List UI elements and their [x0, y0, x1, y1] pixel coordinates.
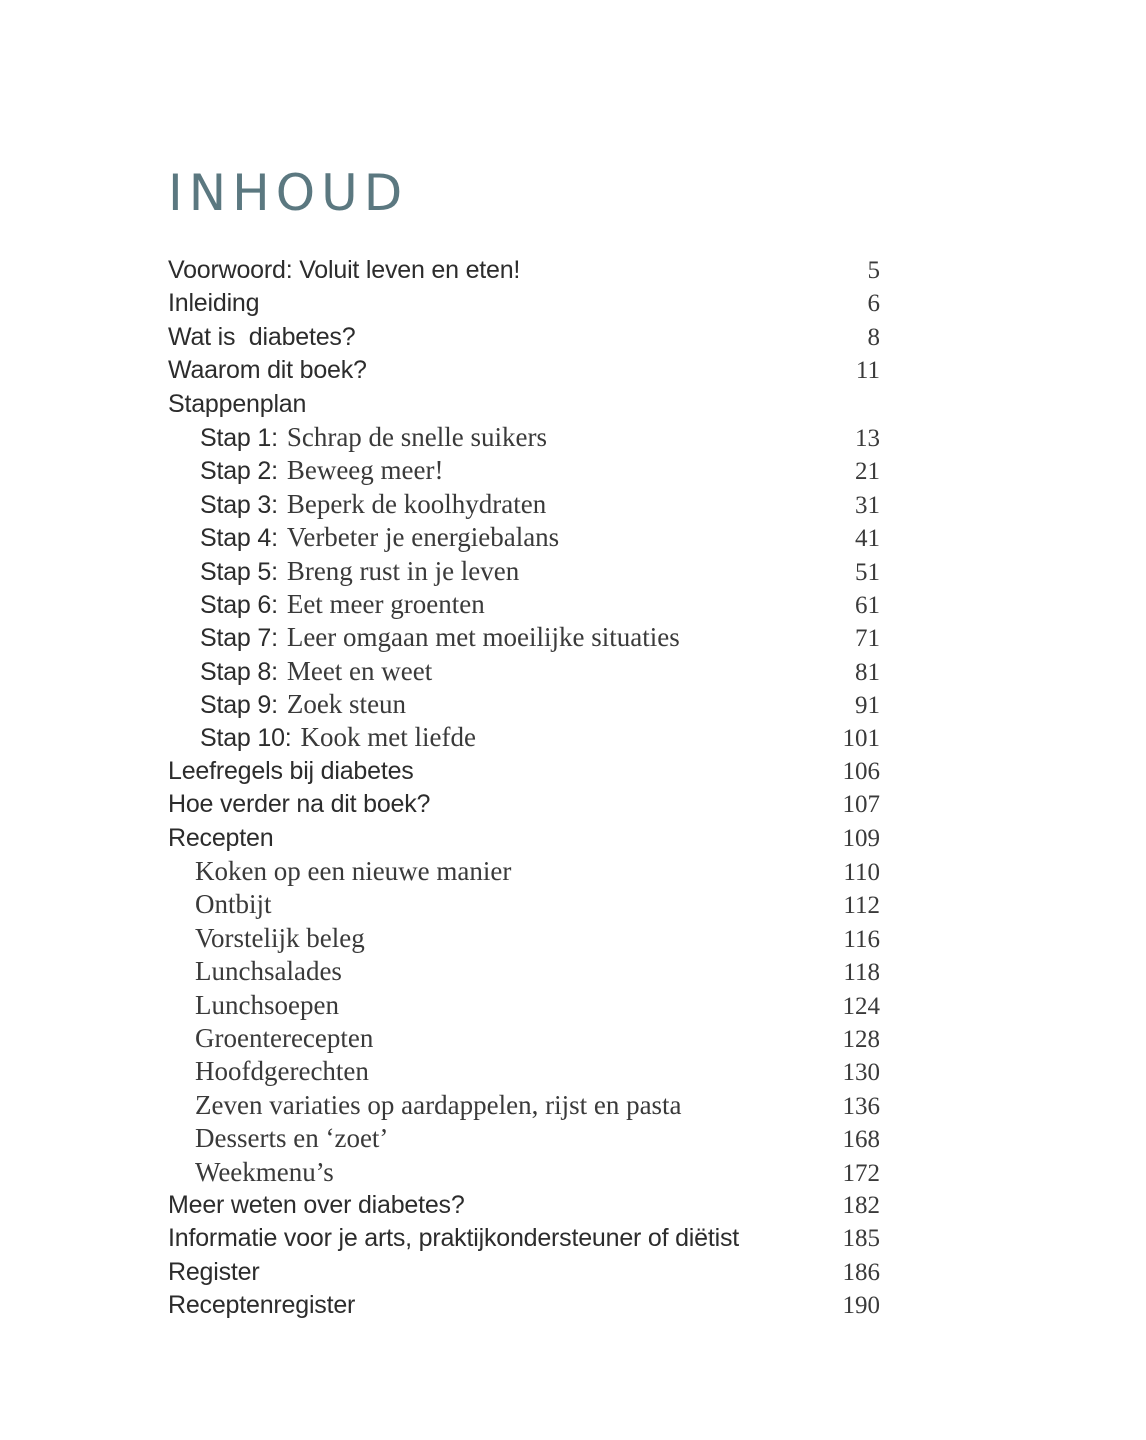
- toc-entry-text: Meet en weet: [286, 655, 433, 686]
- toc-row: [168, 1022, 880, 1055]
- toc-entry-text: Leer omgaan met moeilijke situaties: [286, 622, 680, 653]
- toc-entry-label: [168, 888, 272, 921]
- toc-page-number: 41: [855, 525, 880, 553]
- toc-entry-label: [168, 721, 476, 755]
- toc-entry-label: [168, 588, 485, 622]
- toc-row: [168, 755, 880, 788]
- toc-entry-label: [168, 855, 511, 888]
- toc-row: [168, 955, 880, 988]
- toc-page-number: 168: [842, 1126, 880, 1154]
- toc-page-number: 81: [855, 658, 880, 686]
- toc-entry-label: [168, 1122, 388, 1155]
- toc-entry-label: [168, 1156, 334, 1189]
- toc-entry-label: [168, 1289, 355, 1322]
- toc-row: [168, 1122, 880, 1155]
- toc-entry-label: [168, 788, 430, 821]
- toc-entry-label: [168, 454, 444, 488]
- toc-entry-text: Zeven variaties op aardappelen, rijst en pasta: [195, 1089, 682, 1120]
- toc-entry-text: Waarom dit boek?: [168, 356, 367, 385]
- toc-entry-text: Ontbijt: [195, 889, 272, 920]
- toc-step-prefix: Stap 2:: [200, 457, 278, 486]
- toc-page-number: 91: [855, 692, 880, 720]
- toc-entry-text: Breng rust in je leven: [286, 555, 520, 586]
- toc-page-number: 21: [855, 458, 880, 486]
- toc-entry-text: Hoofdgerechten: [195, 1056, 369, 1087]
- toc-row: [168, 989, 880, 1022]
- toc-page-number: 106: [842, 757, 880, 785]
- toc-entry-label: [168, 555, 519, 589]
- toc-entry-label: [168, 321, 355, 354]
- toc-page-number: 124: [842, 992, 880, 1020]
- toc-page-number: 11: [855, 357, 880, 385]
- toc-entry-text: Weekmenu’s: [195, 1156, 334, 1187]
- toc-page-number: 13: [855, 424, 880, 452]
- toc-entry-text: Informatie voor je arts, praktijkondersteuner of diëtist: [168, 1224, 740, 1253]
- toc-entry-text: Register: [168, 1257, 260, 1286]
- toc-entry-label: [168, 287, 259, 320]
- toc-row: [168, 254, 880, 287]
- toc-row: [168, 788, 880, 821]
- toc-entry-text: Groenterecepten: [195, 1022, 374, 1053]
- toc-entry-label: [168, 1189, 465, 1222]
- toc-page-number: 110: [843, 859, 880, 887]
- toc-row: [168, 488, 880, 521]
- toc-row: [168, 655, 880, 688]
- toc-row: [168, 588, 880, 621]
- toc-page-number: 190: [842, 1292, 880, 1320]
- toc-entry-label: [168, 354, 367, 387]
- toc-page-number: 101: [842, 725, 880, 753]
- toc-page-number: 71: [855, 625, 880, 653]
- toc-row: [168, 1222, 880, 1255]
- toc-entry-text: Wat is diabetes?: [168, 322, 356, 351]
- toc-entry-text: Meer weten over diabetes?: [168, 1190, 465, 1219]
- toc-entry-text: Schrap de snelle suikers: [286, 421, 548, 452]
- toc-step-prefix: Stap 10:: [200, 724, 292, 753]
- toc-row: [168, 1055, 880, 1088]
- toc-entry-text: Kook met liefde: [300, 722, 476, 753]
- toc-entry-label: [168, 254, 520, 287]
- toc-row: [168, 1256, 880, 1289]
- toc-step-prefix: Stap 8:: [200, 657, 278, 686]
- toc-row: [168, 922, 880, 955]
- toc-entry-text: Koken op een nieuwe manier: [195, 856, 512, 887]
- toc-entry-text: Lunchsalades: [195, 956, 342, 987]
- toc-entry-label: [168, 922, 365, 955]
- toc-page-number: 8: [867, 323, 880, 351]
- toc-row: [168, 421, 880, 454]
- toc-entry-text: Verbeter je energiebalans: [286, 522, 560, 553]
- toc-page-number: 130: [842, 1059, 880, 1087]
- toc-step-prefix: Stap 9:: [200, 691, 278, 720]
- toc-row: [168, 321, 880, 354]
- toc-entry-label: [168, 1222, 739, 1255]
- toc-entry-label: [168, 688, 406, 722]
- toc-entry-label: [168, 488, 546, 522]
- toc-page-number: 185: [842, 1225, 880, 1253]
- toc-row: [168, 822, 880, 855]
- toc-row: [168, 1156, 880, 1189]
- toc-entry-label: [168, 388, 306, 421]
- toc-row: [168, 354, 880, 387]
- toc-page-number: 6: [867, 290, 880, 318]
- toc-row: [168, 388, 880, 421]
- toc-step-prefix: Stap 1:: [200, 423, 278, 452]
- toc-entry-text: Inleiding: [168, 289, 260, 318]
- toc-page-number: 136: [842, 1092, 880, 1120]
- toc-entry-label: [168, 822, 273, 855]
- toc-entry-text: Lunchsoepen: [195, 989, 339, 1020]
- toc-page-number: 109: [842, 824, 880, 852]
- toc-step-prefix: Stap 6:: [200, 590, 278, 619]
- toc-row: [168, 555, 880, 588]
- toc-row: [168, 287, 880, 320]
- toc-entry-text: Stappenplan: [168, 389, 307, 418]
- toc-page-number: 61: [855, 591, 880, 619]
- toc-page-number: 186: [842, 1258, 880, 1286]
- toc-entry-label: [168, 421, 547, 455]
- toc-page-number: 5: [867, 257, 880, 284]
- toc-entry-text: Eet meer groenten: [286, 588, 485, 619]
- toc-page-number: 107: [842, 791, 880, 819]
- toc-entry-text: Recepten: [168, 823, 274, 852]
- toc-entry-text: Beperk de koolhydraten: [286, 488, 547, 519]
- toc-row: [168, 1289, 880, 1322]
- toc-row: [168, 888, 880, 921]
- toc-entry-text: Beweeg meer!: [286, 455, 444, 486]
- toc-step-prefix: Stap 3:: [200, 490, 278, 519]
- toc-step-prefix: Stap 7:: [200, 624, 278, 653]
- toc-entry-label: [168, 955, 342, 988]
- toc-page-number: 182: [842, 1191, 880, 1219]
- toc-row: [168, 521, 880, 554]
- toc-entry-text: Vorstelijk beleg: [195, 922, 365, 953]
- toc-page-number: 112: [843, 892, 880, 920]
- toc-entry-text: Zoek steun: [286, 689, 407, 720]
- page-title: INHOUD: [168, 164, 409, 222]
- toc-entry-text: Hoe verder na dit boek?: [168, 790, 431, 819]
- toc-page-number: 31: [855, 491, 880, 519]
- toc-row: [168, 688, 880, 721]
- toc-row: [168, 1089, 880, 1122]
- toc-entry-text: Desserts en ‘zoet’: [195, 1123, 389, 1154]
- toc-page-number: 172: [842, 1159, 880, 1187]
- toc-row: [168, 454, 880, 487]
- toc-row: [168, 621, 880, 654]
- toc-entry-label: [168, 1089, 682, 1122]
- toc-entry-label: [168, 521, 559, 555]
- toc-page-number: 118: [843, 959, 880, 987]
- toc-entry-text: Leefregels bij diabetes: [168, 756, 414, 785]
- toc-page-number: 116: [843, 925, 880, 953]
- toc-entry-label: [168, 1256, 260, 1289]
- toc-list: [168, 254, 880, 1323]
- toc-entry-text: Voorwoord: Voluit leven en eten!: [168, 256, 521, 284]
- toc-entry-label: [168, 1055, 369, 1088]
- toc-row: [168, 1189, 880, 1222]
- toc-row: [168, 721, 880, 754]
- toc-entry-label: [168, 655, 432, 689]
- toc-entry-label: [168, 621, 680, 655]
- toc-row: [168, 855, 880, 888]
- toc-step-prefix: Stap 5:: [200, 557, 278, 586]
- toc-step-prefix: Stap 4:: [200, 524, 278, 553]
- toc-page-number: 128: [842, 1025, 880, 1053]
- toc-entry-label: [168, 1022, 373, 1055]
- toc-entry-label: [168, 989, 339, 1022]
- toc-entry-text: Receptenregister: [168, 1291, 356, 1320]
- toc-entry-label: [168, 755, 414, 788]
- toc-page-number: 51: [855, 558, 880, 586]
